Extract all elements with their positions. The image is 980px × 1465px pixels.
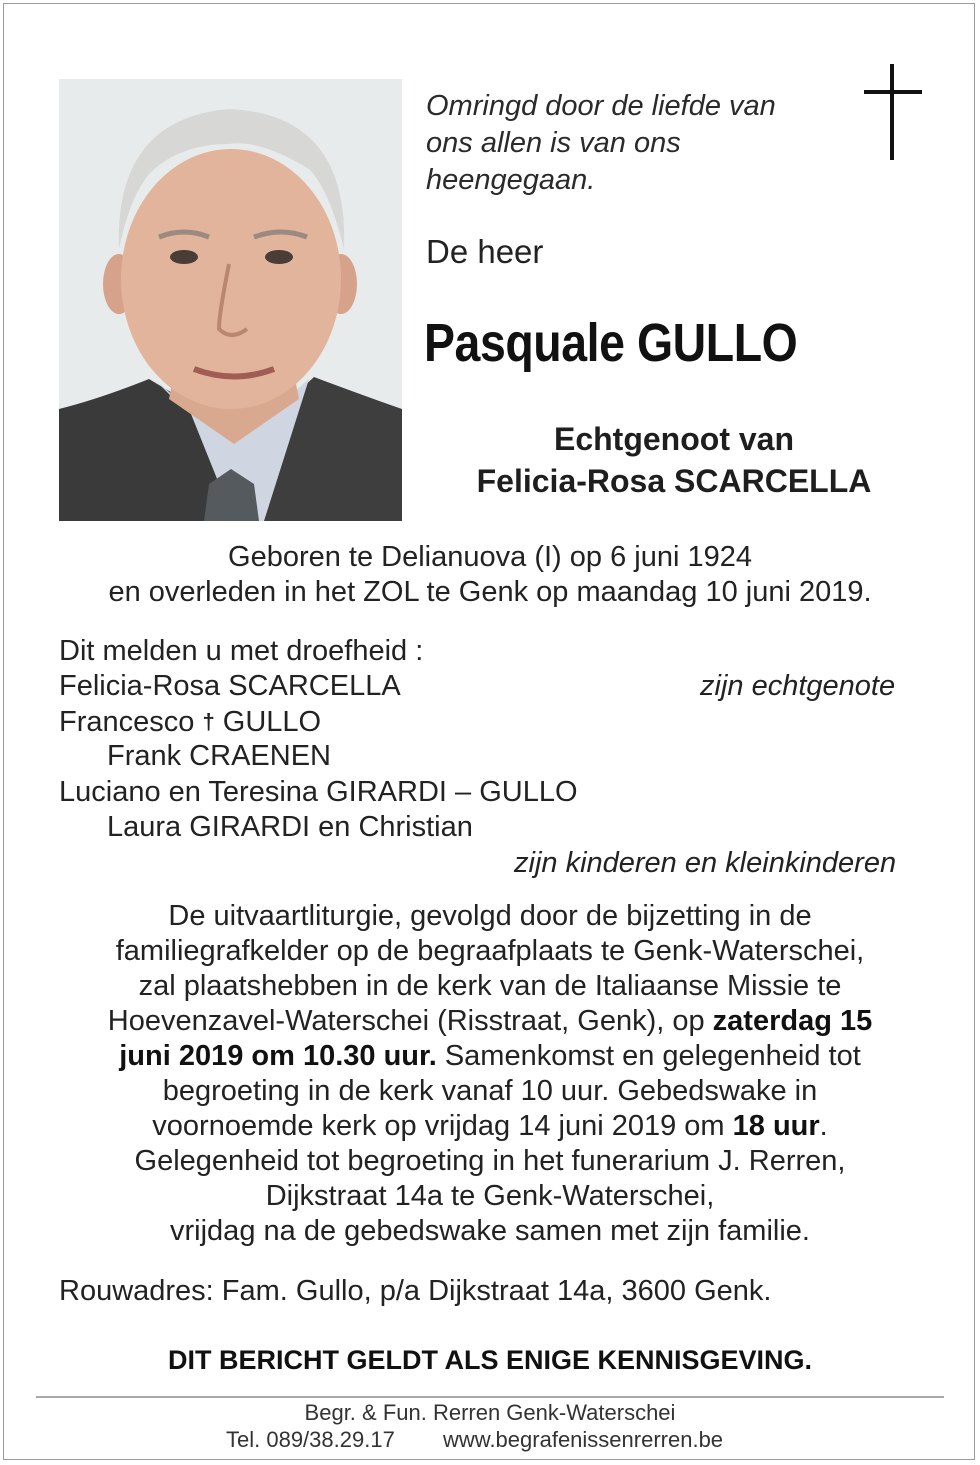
wake-time-bold: 18 uur [732,1110,820,1142]
intro-line: ons allen is van ons [426,127,681,159]
notice-heading: DIT BERICHT GELDT ALS ENIGE KENNISGEVING. [167,1345,813,1375]
title-prefix: De heer [426,233,544,270]
funeral-time-bold: juni 2019 om 10.30 uur. [119,1040,437,1072]
funeral-line: De uitvaartliturgie, gevolgd door de bijzetting in de [168,900,812,932]
footer-divider [36,1396,944,1398]
funeral-line: Gelegenheid tot begroeting in het funerarium J. Rerren, [134,1145,846,1177]
cross-icon [862,64,924,160]
funeral-details [60,899,920,1249]
footer-phone: Tel. 089/38.29.17 [226,1427,395,1452]
family-child-2: Luciano en Teresina GIRARDI – GULLO [59,776,578,808]
spouse-line: Felicia-Rosa SCARCELLA [476,463,872,499]
death-line: en overleden in het ZOL te Genk op maandag 10 juni 2019. [108,576,872,608]
intro-line: heengegaan. [426,164,596,196]
funeral-line: zal plaatshebben in de kerk van de Italiaanse Missie te [138,970,842,1002]
funeral-line [60,1109,920,1144]
funeral-line [60,1039,920,1074]
spouse-block [426,418,922,502]
funeral-line: vrijdag na de gebedswake samen met zijn familie. [170,1215,810,1247]
child-first-name: Francesco [59,706,195,738]
announcement-line: Dit melden u met droefheid : [59,635,424,667]
funeral-text: voornoemde kerk op vrijdag 14 juni 2019 om [152,1110,733,1142]
family-spouse: Felicia-Rosa SCARCELLA [59,670,401,702]
family-grandchild: Laura GIRARDI en Christian [107,811,473,843]
mourning-address: Rouwadres: Fam. Gullo, p/a Dijkstraat 14a, 3600 Genk. [59,1275,772,1307]
intro-text [426,88,846,199]
funeral-text: Hoevenzavel-Waterschei (Risstraat, Genk), op [107,1005,713,1037]
funeral-company: Begr. & Fun. Rerren Genk-Waterschei [304,1400,676,1425]
portrait-photo [59,79,402,521]
intro-line: Omringd door de liefde van [426,90,776,122]
family-child-1-partner: Frank CRAENEN [107,740,331,772]
funeral-line [60,1004,920,1039]
footer-website: www.begrafenissenrerren.be [443,1427,724,1452]
deceased-name: Pasquale GULLO [424,313,798,373]
funeral-text: . [819,1110,828,1142]
funeral-text: Samenkomst en gelegenheid tot [436,1040,861,1072]
family-child-1 [59,704,321,740]
family-children-relation: zijn kinderen en kleinkinderen [514,847,897,879]
birth-death-info [0,540,980,610]
funeral-line: begroeting in de kerk vanaf 10 uur. Gebedswake in [162,1075,818,1107]
funeral-line: familiegrafkelder op de begraafplaats te Genk-Waterschei, [115,935,865,967]
spouse-line: Echtgenoot van [553,421,794,457]
dagger-icon: † [202,709,215,734]
funeral-date-bold: zaterdag 15 [712,1005,873,1037]
funeral-line: Dijkstraat 14a te Genk-Waterschei, [265,1180,715,1212]
family-spouse-relation: zijn echtgenote [700,670,896,702]
born-line: Geboren te Delianuova (I) op 6 juni 1924 [228,541,752,573]
child-last-name: GULLO [222,706,322,738]
